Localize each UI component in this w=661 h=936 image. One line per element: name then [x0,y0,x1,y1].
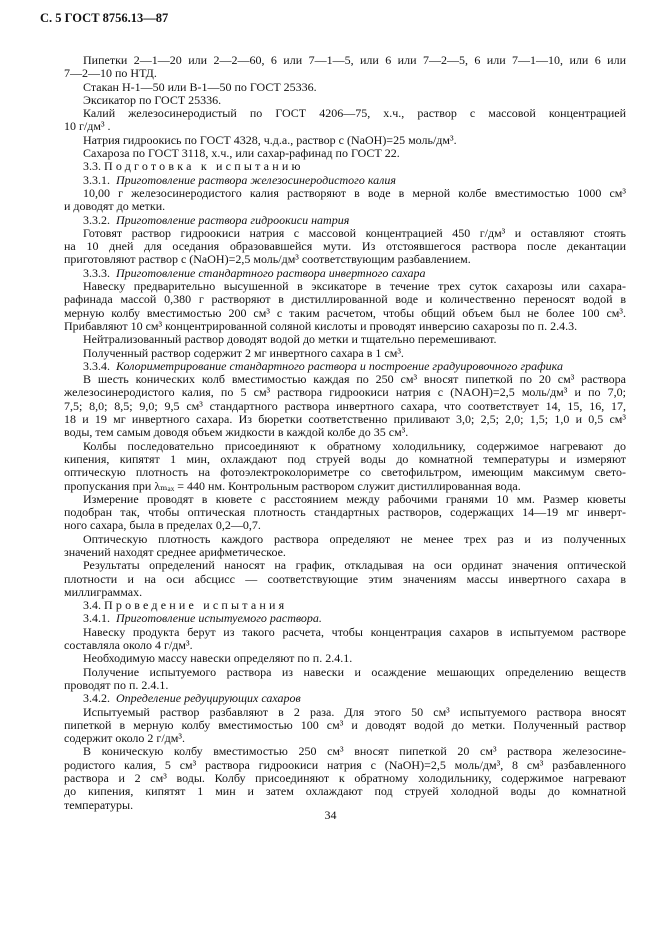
text-line: воды, тем самым доводя объем жидкости в каждой колбе до 35 см³. [64,425,409,440]
text-line: значений находят среднее арифметическое. [64,544,286,559]
paragraph [64,147,626,160]
paragraph [64,134,626,147]
text-line: подобран так, чтобы оптическая плотность стандартных растворов, содержащих 14—19 мг инверт- [64,506,626,520]
text-line: Сахароза по ГОСТ 3118, х.ч., или сахар-рафинад по ГОСТ 22. [83,146,400,161]
paragraph [64,81,626,94]
text-line: Калий железосинеродистый по ГОСТ 4206—75, х.ч., раствор с массовой концентрацией [83,107,626,121]
section-heading [64,599,626,612]
text-line: температуры. [64,797,134,812]
paragraph [64,333,626,346]
text-line: Оптическую плотность каждого раствора определяют не менее трех раз и из полученных [83,532,626,546]
text-line: Эксикатор по ГОСТ 25336. [83,92,222,107]
page-number: 34 [324,808,337,822]
section-number: 3.4. [83,598,101,613]
section-title: Определение редуцирующих сахаров [116,691,301,706]
text-line: составляла около 4 г/дм³. [64,638,193,653]
text-line: Прибавляют 10 см³ концентрированной соляной кислоты и проводят инверсию сахарозы по п. 2.4.3. [64,318,578,333]
section-number: 3.3.3. [83,265,110,280]
text-line: 10 г/дм³ . [64,119,111,134]
text-line: Результаты определений наносят на график, откладывая на оси ординат значения оптической [83,559,626,573]
paragraph [64,652,626,665]
paragraph [64,94,626,107]
text-line: рафинада массой 0,380 г растворяют в дистиллированной воде и количественно переносят водой в [64,293,626,307]
section-number: 3.3. [83,159,101,174]
text-line: кипения, кипятят 1 мин, охлаждают под струей воды до комнатной температуры и измеряют [64,452,626,466]
section-title: Проведение испытания [104,598,288,613]
text-line: Навеску предварительно высушенной в эксикаторе в течение трех суток сахарозы или сахара- [83,280,626,294]
section-title: Приготовление раствора железосинеродистого калия [116,172,396,187]
section-heading [64,160,626,173]
text-line: родистого калия, 5 см³ раствора гидроокиси натрия c (NaOH)=2,5 моль/дм³, 8 см³ разбавленного [64,758,626,772]
paragraph [64,706,626,746]
paragraph [64,107,626,134]
paragraph [64,347,626,360]
text-line: и доводят до метки. [64,199,166,214]
text-line: пипеткой в мерную колбу вместимостью 100 см³ и доводят водой до метки. Полученный раствор [64,718,626,732]
paragraph [64,666,626,693]
text-line: приготовляют раствор c (NaOH)=2,5 моль/дм³ соответствующим разбавлением. [64,252,471,267]
text-line: ного сахара, была в пределах 0,2—0,7. [64,518,261,533]
section-title: Колориметрирование стандартного раствора и построение градуировочного графика [116,358,563,373]
paragraph [64,227,626,267]
text-line: проводят по п. 2.4.1. [64,677,169,692]
text-line: 7—2—10 по НТД. [64,66,157,81]
text-line: Испытуемый раствор разбавляют в 2 раза. Для этого 50 см³ испытуемого раствора вносят [83,705,626,719]
section-heading [64,174,626,187]
section-title: Подготовка к испытанию [104,159,304,174]
text-line: на 10 дней для оседания образовавшейся мути. Из отстоявшегося раствора после декантации [64,240,626,254]
paragraph [64,373,626,439]
text-line: Натрия гидроокись по ГОСТ 4328, ч.д.а., раствор c (NaOH)=25 моль/дм³. [83,132,457,147]
text-line: 18 и 19 мг инвертного сахара. Из бюретки соответственно приливают 3,0; 2,5; 2,0; 1,5; 1,0 и 0,5 см³ [64,413,626,427]
section-heading [64,267,626,280]
section-number: 3.4.2. [83,691,110,706]
text-line: 7,5; 8,0; 8,5; 9,0; 9,5 см³ стандартного раствора инвертного сахара, что соответствует 14, 15, 16, 17, [64,399,626,413]
section-number: 3.4.1. [83,611,110,626]
section-title: Приготовление раствора гидроокиси натрия [116,212,350,227]
section-number: 3.3.2. [83,212,110,227]
text-line: Стакан Н-1—50 или В-1—50 по ГОСТ 25336. [83,79,317,94]
section-number: 3.3.4. [83,358,110,373]
text-line: Навеску продукта берут из такого расчета, чтобы концентрация сахаров в испытуемом растворе [83,625,626,639]
text-line: Необходимую массу навески определяют по п. 2.4.1. [83,651,353,666]
paragraph [64,280,626,333]
text-line: Пипетки 2—1—20 или 2—2—60, 6 или 7—1—5, или 6 или 7—2—5, 6 или 7—1—10, или 6 или [83,54,626,67]
text-line: раствора и 2 см³ воды. Колбу присоединяют к обратному холодильнику, содержимое нагревают [64,772,626,786]
section-heading [64,692,626,705]
text-line: В коническую колбу вместимостью 250 см³ вносят пипеткой 20 см³ раствора железосине- [83,745,626,759]
text-line: Колбы последовательно присоединяют к обратному холодильнику, содержимое нагревают до [83,439,626,453]
section-heading [64,612,626,625]
text-line: плотности и на оси абсцисс — соответствующие этим значениям массы инвертного сахара в [64,572,626,586]
document-body [64,54,626,812]
section-heading [64,214,626,227]
text-line: оптическую плотность на фотоэлектроколориметре со светофильтром, имеющим максимум свето- [64,466,626,480]
paragraph [64,187,626,214]
text-line: Получение испытуемого раствора из навески и осаждение мешающих определению веществ [83,665,626,679]
text-line: мерную колбу вместимостью 200 см³ с таким расчетом, чтобы общий объем был не более 100 см³. [64,306,626,320]
text-line: пропускания при λₘₐₓ = 440 нм. Контрольным раствором служит дистиллированная вода. [64,478,521,493]
text-line: В шесть конических колб вместимостью каждая по 250 см³ вносят пипеткой по 20 см³ раствора [83,373,626,387]
text-line: Полученный раствор содержит 2 мг инвертного сахара в 1 см³. [83,345,404,360]
section-number: 3.3.1. [83,172,110,187]
paragraph [64,440,626,493]
paragraph [64,559,626,599]
page-header: С. 5 ГОСТ 8756.13—87 [40,11,169,25]
paragraph [64,533,626,560]
text-line: железосинеродистого калия, по 5 см³ раствора гидроокиси натрия c (NAOH)=2,5 моль/дм³ и по 7,0; [64,386,626,400]
paragraph [64,745,626,811]
section-title: Приготовление испытуемого раствора. [116,611,322,626]
section-title: Приготовление стандартного раствора инвертного сахара [116,265,426,280]
text-line: до кипения, кипятят 1 мин и затем охлаждают под струей холодной воды до комнатной [64,785,626,799]
text-line: Измерение проводят в кювете с расстоянием между рабочими гранями 10 мм. Размер кюветы [83,492,626,506]
section-heading [64,360,626,373]
text-line: Готовят раствор гидроокиси натрия с массовой концентрацией 450 г/дм³ и оставляют стоять [83,226,626,240]
text-line: миллиграммах. [64,584,143,599]
text-line: содержит около 2 г/дм³. [64,731,185,746]
paragraph [64,493,626,533]
text-line: Нейтрализованный раствор доводят водой до метки и тщательно перемешивают. [83,332,497,347]
paragraph [64,626,626,653]
paragraph [64,54,626,81]
text-line: 10,00 г железосинеродистого калия растворяют в воде в мерной колбе вместимостью 1000 см³ [83,186,626,200]
